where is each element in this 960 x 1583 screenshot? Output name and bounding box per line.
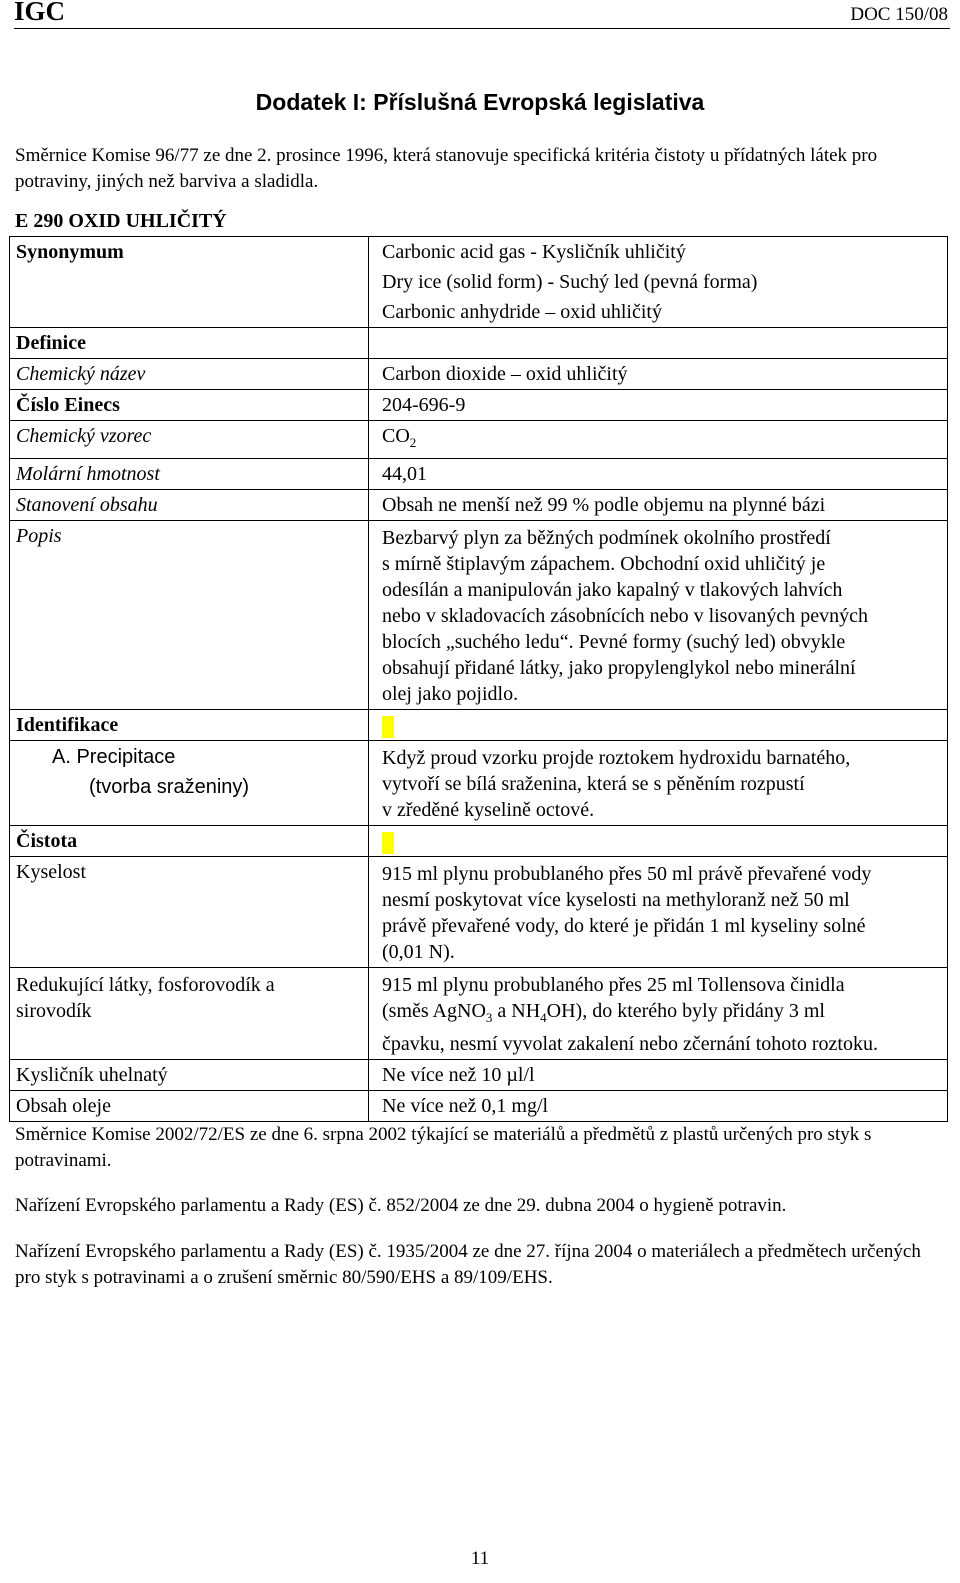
row-label [10,857,369,968]
row-value [369,1060,948,1091]
molar-mass-label: Molární hmotnost [16,463,160,485]
row-value [369,968,948,1060]
oil-label: Obsah oleje [16,1095,111,1117]
oil-value: Ne více než 0,1 mg/l [382,1095,549,1117]
reducing-line: 915 ml plynu probublaného přes 25 ml Tollensova činidla [382,974,845,996]
table-row [10,826,948,857]
precipitation-label: A. Precipitace [52,746,176,768]
row-value [369,490,948,521]
row-value [369,328,948,359]
description-line: s mírně štiplavým zápachem. Obchodní oxid uhličitý je [382,553,826,575]
row-label [10,490,369,521]
legislation-paragraph: Směrnice Komise 2002/72/ES ze dne 6. srpna 2002 týkající se materiálů a předmětů z plastů určených pro styk s potravinami. [15,1124,872,1171]
table-row [10,1060,948,1091]
table-row [10,857,948,968]
einecs-value: 204-696-9 [382,394,466,416]
spec-title: E 290 OXID UHLIČITÝ [15,210,227,232]
header-rule [14,28,950,29]
chemical-name-value: Carbon dioxide – oxid uhličitý [382,363,628,385]
formula-value: CO [382,425,410,447]
acidity-label: Kyselost [16,861,86,883]
synonym-line: Dry ice (solid form) - Suchý led (pevná forma) [382,271,758,293]
intro-paragraph: Směrnice Komise 96/77 ze dne 2. prosince 1996, která stanovuje specifická kritéria čistoty u přídatných látek pro potraviny, jiných než barviva a sladidla. [15,145,878,192]
table-row [10,521,948,710]
row-label [10,826,369,857]
assay-label: Stanovení obsahu [16,494,158,516]
definition-label: Definice [16,332,86,354]
purity-label: Čistota [16,830,78,852]
description-label: Popis [16,525,62,547]
acidity-line: nesmí poskytovat více kyselosti na methyloranž než 50 ml [382,889,850,911]
row-value [369,237,948,328]
specification-table [9,236,948,1122]
row-label [10,741,369,826]
formula-subscript: 2 [409,435,417,450]
table-row [10,459,948,490]
table-row [10,390,948,421]
chemical-name-label: Chemický název [16,363,146,385]
table-row [10,328,948,359]
page-number: 11 [470,1548,490,1569]
table-row [10,490,948,521]
reducing-label: Redukující látky, fosforovodík a [16,974,275,996]
reducing-label: sirovodík [16,1000,92,1022]
precipitation-sublabel: (tvorba sraženiny) [89,776,250,798]
row-label [10,459,369,490]
table-row [10,710,948,741]
acidity-line: 915 ml plynu probublaného přes 50 ml právě převařené vody [382,863,872,885]
row-label [10,390,369,421]
acidity-line: (0,01 N). [382,941,455,963]
table-row [10,359,948,390]
legislation-paragraph: Nařízení Evropského parlamentu a Rady (ES) č. 1935/2004 ze dne 27. října 2004 o materiálech a předmětech určených pro styk s potravinami a o zrušení směrnic 80/590/EHS a 89/109/EHS. [15,1241,921,1288]
co-label: Kysličník uhelnatý [16,1064,168,1086]
formula-label: Chemický vzorec [16,425,152,447]
co-value: Ne více než 10 µl/l [382,1064,535,1086]
identification-label: Identifikace [16,714,119,736]
synonym-line: Carbonic anhydride – oxid uhličitý [382,301,662,323]
row-label [10,421,369,459]
row-label [10,1060,369,1091]
row-value [369,421,948,459]
row-value [369,857,948,968]
synonym-line: Carbonic acid gas - Kysličník uhličitý [382,241,686,263]
highlight-mark [382,832,394,854]
reducing-line: čpavku, nesmí vyvolat zakalení nebo zčernání tohoto roztoku. [382,1033,878,1055]
table-row [10,968,948,1060]
precipitation-line: Když proud vzorku projde roztokem hydroxidu barnatého, [382,747,851,769]
row-value [369,390,948,421]
precipitation-line: vytvoří se bílá sraženina, která se s pěněním rozpustí [382,773,805,795]
description-line: Bezbarvý plyn za běžných podmínek okolního prostředí [382,527,831,549]
row-value [369,710,948,741]
table-row [10,741,948,826]
table-row [10,1091,948,1122]
einecs-label: Číslo Einecs [16,394,120,416]
page-title: Dodatek I: Příslušná Evropská legislativa [255,89,705,115]
row-label [10,521,369,710]
synonym-label: Synonymum [16,241,124,263]
row-value [369,741,948,826]
table-row [10,237,948,328]
row-value [369,1091,948,1122]
acidity-line: právě převařené vody, do které je přidán 1 ml kyseliny solné [382,915,866,937]
row-label [10,1091,369,1122]
description-line: blocích „suchého ledu“. Pevné formy (suchý led) obvykle [382,631,846,653]
highlight-mark [382,716,394,738]
document-number: DOC 150/08 [850,4,948,25]
table-row [10,421,948,459]
molar-mass-value: 44,01 [382,463,427,485]
row-label [10,328,369,359]
row-value [369,459,948,490]
reducing-line: (směs AgNO$_3$ a $NH_4OH$), do kterého byly přidány 3 ml [382,1000,825,1025]
description-line: odesílán a manipulován jako kapalný v tlakových lahvích [382,579,843,601]
assay-value: Obsah ne menší než 99 % podle objemu na plynné bázi [382,494,826,516]
legislation-paragraph: Nařízení Evropského parlamentu a Rady (ES) č. 852/2004 ze dne 29. dubna 2004 o hygieně potravin. [15,1195,787,1216]
description-line: nebo v skladovacích zásobnících nebo v lisovaných pevných [382,605,868,627]
row-value [369,359,948,390]
row-label [10,710,369,741]
precipitation-line: v zředěné kyselině octové. [382,799,595,821]
row-label [10,359,369,390]
row-label [10,237,369,328]
row-value [369,521,948,710]
description-line: olej jako pojidlo. [382,683,519,705]
header-logo: IGC [14,0,66,26]
description-line: obsahují přidané látky, jako propylenglykol nebo minerální [382,657,856,679]
row-label [10,968,369,1060]
row-value [369,826,948,857]
